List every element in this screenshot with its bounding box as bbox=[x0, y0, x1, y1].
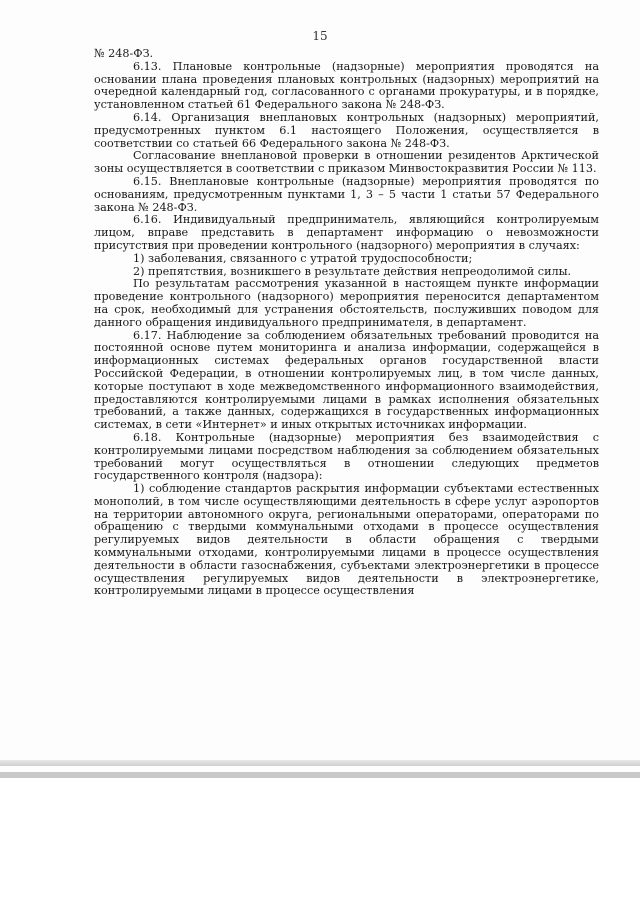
paragraph-6-18: 6.18. Контрольные (надзорные) мероприятия без взаимодействия с контролируемыми лицами посредством наблюдения за соблюдением обязательных требований могут осуществляться в отношении следующих предметов государственного контроля (надзора): bbox=[94, 430, 599, 483]
empty-background bbox=[0, 778, 640, 905]
page-number: 15 bbox=[312, 29, 328, 43]
paragraph-arctic-zone: Согласование внеплановой проверки в отношении резидентов Арктической зоны осуществляется в соответствии с приказом Минвостокразвития России № 113. bbox=[94, 149, 599, 176]
list-item-disclosure-standards: 1) соблюдение стандартов раскрытия информации субъектами естественных монополий, в том числе осуществляющими деятельность в сфере услуг аэропортов на территории автономного округа, региональными операторами, операторами по обращению с твердыми коммунальными отходами в процессе осуществления регулируемых видов деятельности в области обращения с твердыми коммунальными отходами, контролируемыми лицами в процессе осуществления деятельности в области газоснабжения, субъектами электроэнергетики в процессе осуществления регулируемых видов деятельности в электроэнергетике, контролируемыми лицами в процессе осуществления bbox=[94, 482, 599, 598]
paragraph-6-15: 6.15. Внеплановые контрольные (надзорные) мероприятия проводятся по основаниям, предусмотренным пунктами 1, 3 – 5 части 1 статьи 57 Федерального закона № 248-ФЗ. bbox=[94, 174, 599, 214]
paragraph-6-13: 6.13. Плановые контрольные (надзорные) мероприятия проводятся на основании плана проведения плановых контрольных (надзорных) мероприятий на очередной календарный год, согласованного с органами прокуратуры, и в порядке, установленном статьей 61 Федерального закона № 248-ФЗ. bbox=[94, 59, 599, 112]
paragraph-6-17: 6.17. Наблюдение за соблюдением обязательных требований проводится на постоянной основе путем мониторинга и анализа информации, содержащейся в информационных системах федеральных органов государственной власти Российской Федерации, в отношении контролируемых лиц, в том числе данных, которые поступают в ходе межведомственного информационного взаимодействия, предоставляются контролируемыми лицами в рамках исполнения обязательных требований, а также данных, содержащихся в государственных информационных системах, в сети «Интернет» и иных открытых источниках информации. bbox=[94, 328, 599, 432]
document-body bbox=[94, 48, 599, 598]
paragraph-6-14: 6.14. Организация внеплановых контрольных (надзорных) мероприятий, предусмотренных пунктом 6.1 настоящего Положения, осуществляется в соответствии со статьей 66 Федерального закона № 248-ФЗ. bbox=[94, 110, 599, 150]
paragraph-6-16: 6.16. Индивидуальный предприниматель, являющийся контролируемым лицом, вправе представить в департамент информацию о невозможности присутствия при проведении контрольного (надзорного) мероприятия в случаях: bbox=[94, 213, 599, 252]
list-item-illness: 1) заболевания, связанного с утратой трудоспособности; bbox=[133, 251, 473, 265]
paragraph-law-reference: № 248-ФЗ. bbox=[94, 47, 154, 60]
paragraph-review-results: По результатам рассмотрения указанной в настоящем пункте информации проведение контрольного (надзорного) мероприятия переносится департаментом на срок, необходимый для устранения обстоятельств, послуживших поводом для данного обращения индивидуального предпринимателя, в департамент. bbox=[94, 277, 599, 329]
list-item-force-majeure: 2) препятствия, возникшего в результате действия непреодолимой силы. bbox=[133, 264, 572, 278]
